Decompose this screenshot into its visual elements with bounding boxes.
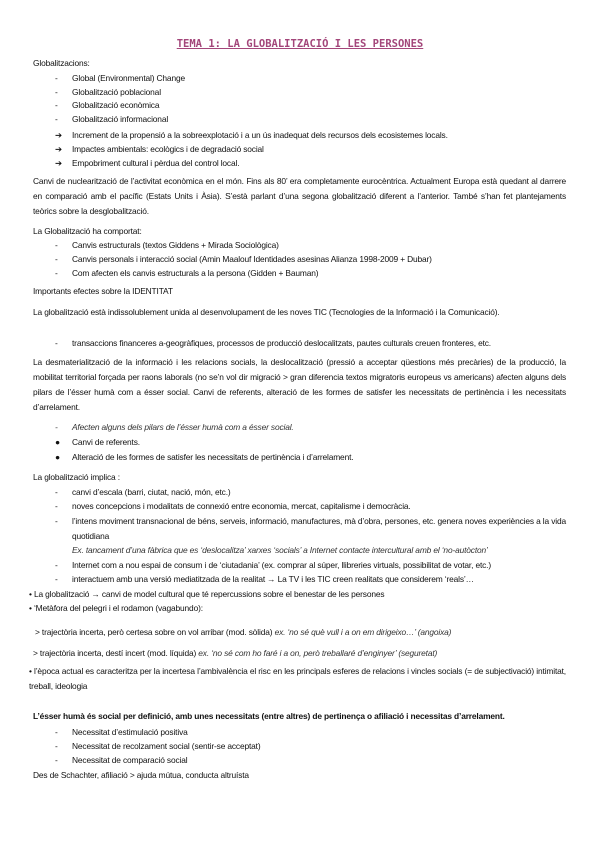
paragraph: La desmaterialització de la informació i les relacions socials, la deslocalització (pressió a acceptar qüestions més precàries) de la producció, la mobilitat territorial forçada per raons laborals (no se’n vol dir migració > gran diferencia textos migratoris europeus vs americans) afecten alguns dels pilars de l’ésser humà com a ésser social. Canvi de referents, alteració de les formes de satisfer les necessitats de pertinència i les necessitats d’arrelament. — [33, 357, 566, 412]
list-item: - transaccions financeres a-geogràfiques, processos de producció deslocalitzats, pautes culturals creuen fronteres, etc. — [55, 338, 491, 348]
paragraph: Des de Schachter, afiliació > ajuda mútua, conducta altruísta — [33, 770, 249, 780]
arrow-icon: ➔ — [55, 130, 62, 140]
point: • ‘Metàfora del pelegri i el rodamon (vagabundo): — [29, 603, 203, 613]
list-item: - Necessitat d’estimulació positiva — [55, 727, 188, 737]
list-item: - Globalització econòmica — [55, 100, 160, 110]
arrow-item: ➔ Increment de la propensió a la sobreexplotació i a un ús inadequat dels recursos dels ecosistemes locals. — [55, 130, 448, 140]
paragraph: La globalització està indissolublement unida al desenvolupament de les noves TIC (Tecnologies de la Informació i la Comunicació). — [33, 307, 500, 317]
list-item: - — [55, 516, 58, 526]
list-item: - Afecten alguns dels pilars de l’ésser humà com a ésser social. — [55, 422, 294, 432]
list-item: - interactuem amb una versió mediatitzada de la realitat → La TV i les TIC creen realitats que considerem ‘reals’… — [55, 574, 474, 584]
list-item: - Com afecten els canvis estructurals a la persona (Gidden + Bauman) — [55, 268, 319, 278]
page-title: TEMA 1: LA GLOBALITZACIÓ I LES PERSONES — [176, 38, 424, 50]
list-item: - Globalització poblacional — [55, 87, 161, 97]
section-heading: Importants efectes sobre la IDENTITAT — [33, 286, 173, 296]
point: • l’època actual es caracteritza per la incertesa l’ambivalència el risc en les principals esferes de relacions i vincles socials (= de subjectivació) intimitat, treball, ideologia — [29, 666, 566, 691]
bullet-item: ● Canvi de referents. — [55, 437, 140, 447]
list-item: - Necessitat de recolzament social (sentir-se acceptat) — [55, 741, 261, 751]
section-heading: Globalitzacions: — [33, 58, 90, 68]
list-item: - Internet com a nou espai de consum i de ‘ciutadania’ (ex. comprar al súper, llibreries virtuals, possibilitat de votar, etc.) — [55, 560, 491, 570]
section-heading: L’ésser humà és social per definició, amb unes necessitats (entre altres) de pertinença o afiliació i necessitas d’arrelament. — [33, 711, 505, 721]
section-heading: La Globalització ha comportat: — [33, 226, 142, 236]
list-item: - Global (Environmental) Change — [55, 73, 185, 83]
bullet-item: ● Alteració de les formes de satisfer les necessitats de pertinència i d’arrelament. — [55, 452, 354, 462]
list-item: - noves concepcions i modalitats de connexió entre economia, mercat, capitalisme i democràcia. — [55, 501, 411, 511]
arrow-icon: ➔ — [55, 144, 62, 154]
list-item: - canvi d’escala (barri, ciutat, nació, món, etc.) — [55, 487, 231, 497]
arrow-item: ➔ Empobriment cultural i pèrdua del control local. — [55, 158, 240, 168]
list-item-text: l’intens moviment transnacional de béns, serveis, informació, manufactures, mà d’obra, persones, etc. genera noves experiències a la vida quotidiana — [72, 516, 566, 541]
trajectory: > trajectòria incerta, però certesa sobre on vol arribar (mod. sòlida) ex. ‘no sé què vull i a on em dirigeixo…’ (angoixa) — [35, 627, 452, 637]
paragraph: Canvi de nuclearització de l’activitat econòmica en el món. Fins als 80’ era completamente eurocèntrica. Actualment Europa està quedant al darrere en comparació amb el pacífic (Estats Units i Àsia). S’està parlant d’una segona globalització diferent a l’anterior. També s’han fet plantejaments teòrics sobre la desglobalització. — [33, 176, 566, 216]
list-item: - Canvis estructurals (textos Giddens + Mirada Sociològica) — [55, 240, 279, 250]
list-item: - Necessitat de comparació social — [55, 755, 188, 765]
point: • La globalització → canvi de model cultural que té repercussions sobre el benestar de les persones — [29, 589, 385, 599]
list-item: - Globalització informacional — [55, 114, 169, 124]
section-heading: La globalització implica : — [33, 472, 120, 482]
arrow-item: ➔ Impactes ambientals: ecològics i de degradació social — [55, 144, 264, 154]
arrow-icon: ➔ — [55, 158, 62, 168]
example-text: Ex. tancament d’una fàbrica que es ‘deslocalitza’ xarxes ‘socials’ a Internet contacte intercultural amb el ‘no-autòcton’ — [72, 545, 488, 555]
trajectory: > trajectòria incerta, destí incert (mod. líquida) ex. ‘no sé com ho faré i a on, però treballaré d’enginyer’ (seguretat) — [33, 648, 438, 658]
list-item: - Canvis personals i interacció social (Amin Maalouf Identidades asesinas Alianza 1998-2009 + Dubar) — [55, 254, 432, 264]
